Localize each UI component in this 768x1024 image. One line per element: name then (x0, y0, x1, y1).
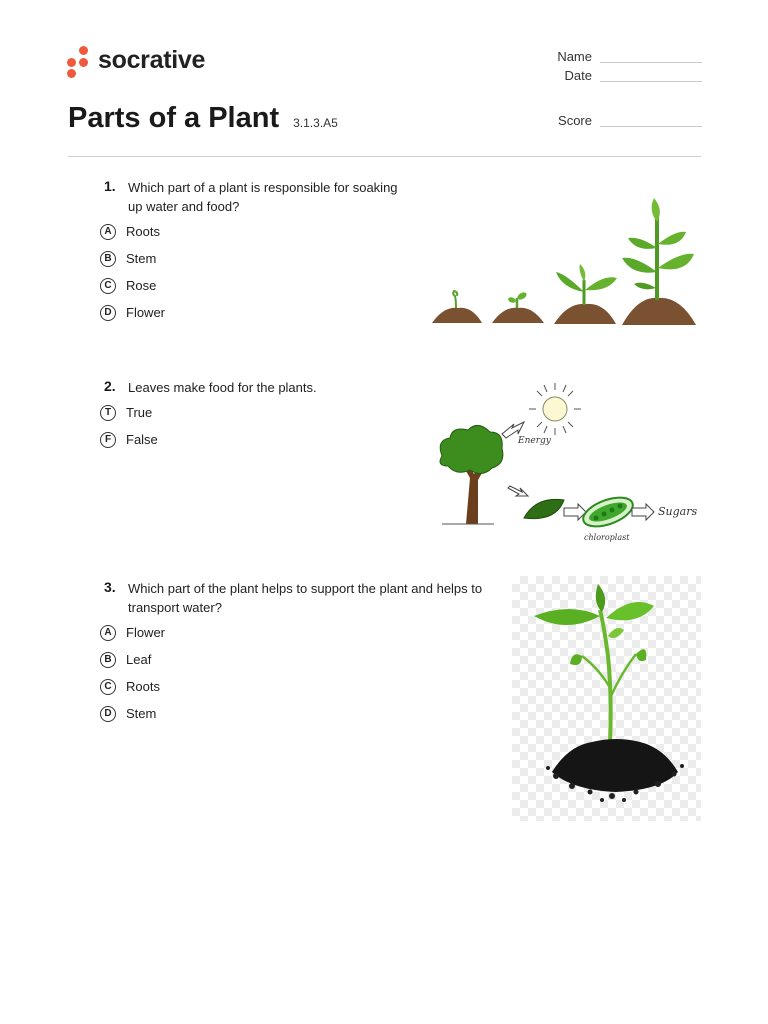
option-letter-circle[interactable]: D (100, 706, 116, 722)
question-text: Which part of a plant is responsible for soaking up water and food? (128, 180, 398, 214)
question-number: 3. (104, 579, 116, 595)
score-line[interactable] (600, 126, 702, 127)
option-label: Roots (126, 224, 160, 239)
standard-code: 3.1.3.A5 (293, 116, 338, 130)
option-letter-circle[interactable]: A (100, 224, 116, 240)
question-1 (100, 178, 410, 326)
option-letter-circle[interactable]: C (100, 679, 116, 695)
date-field[interactable] (540, 68, 702, 84)
date-label: Date (564, 68, 592, 83)
sun-icon (529, 383, 581, 435)
photosynthesis-diagram (432, 378, 702, 546)
option-label: Flower (126, 625, 166, 640)
logo-dots-icon (67, 44, 91, 76)
option-label: Stem (126, 706, 157, 721)
option-letter-circle[interactable]: B (100, 652, 116, 668)
energy-label: Energy (518, 436, 551, 446)
option-b[interactable] (100, 646, 500, 673)
question-text: Which part of the plant helps to support the plant and helps to transport water? (128, 581, 483, 615)
option-letter-circle[interactable]: T (100, 405, 116, 421)
leaf-icon (524, 499, 564, 518)
option-label: Rose (126, 278, 157, 293)
option-a[interactable] (100, 619, 500, 646)
date-line[interactable] (600, 81, 702, 82)
option-a[interactable] (100, 218, 410, 245)
socrative-logo (67, 44, 205, 76)
question-3 (100, 579, 500, 727)
option-letter-circle[interactable]: A (100, 625, 116, 641)
name-field[interactable] (540, 49, 702, 65)
option-letter-circle[interactable]: F (100, 432, 116, 448)
sprout-icon (512, 576, 701, 821)
option-label: Stem (126, 251, 157, 266)
option-letter-circle[interactable]: B (100, 251, 116, 267)
title-block (68, 102, 338, 135)
brand-name: socrative (98, 45, 206, 74)
seedling-growth-illustration (428, 192, 700, 332)
option-c[interactable] (100, 272, 410, 299)
option-b[interactable] (100, 245, 410, 272)
tree-icon (440, 425, 503, 524)
score-field[interactable] (540, 113, 702, 129)
option-label: True (126, 405, 153, 420)
name-line[interactable] (600, 62, 702, 63)
option-label: False (126, 432, 158, 447)
header-divider (68, 156, 701, 157)
option-d[interactable] (100, 700, 500, 727)
sugars-label: Sugars (658, 505, 698, 518)
name-label: Name (557, 49, 592, 64)
question-number: 1. (104, 178, 116, 194)
chloroplast-icon (579, 492, 636, 532)
option-label: Roots (126, 679, 160, 694)
page-title: Parts of a Plant (68, 102, 280, 134)
plant-in-soil-image (512, 576, 701, 821)
option-label: Leaf (126, 652, 152, 667)
score-label: Score (558, 113, 592, 128)
option-c[interactable] (100, 673, 500, 700)
question-number: 2. (104, 378, 116, 394)
option-letter-circle[interactable]: D (100, 305, 116, 321)
question-text: Leaves make food for the plants. (128, 380, 317, 395)
option-label: Flower (126, 305, 166, 320)
chloroplast-label: chloroplast (584, 533, 630, 542)
option-letter-circle[interactable]: C (100, 278, 116, 294)
option-d[interactable] (100, 299, 410, 326)
